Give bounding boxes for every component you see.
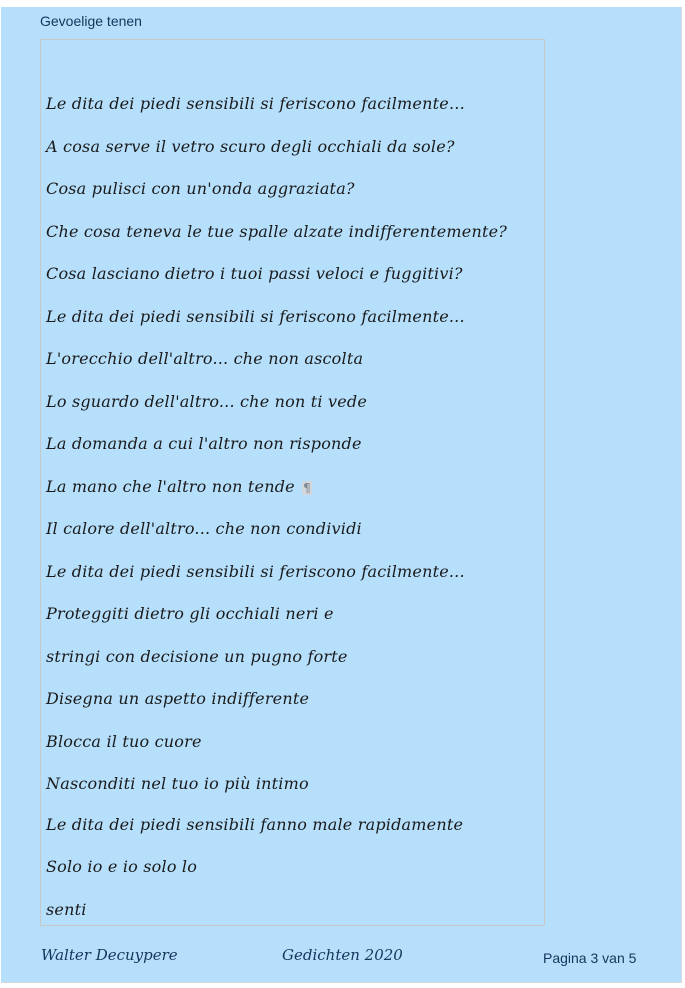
- page-header-title: Gevoelige tenen: [40, 13, 142, 29]
- poem-line: stringi con decisione un pugno forte: [46, 647, 348, 666]
- poem-line: Le dita dei piedi sensibili fanno male rapidamente: [46, 815, 464, 834]
- poem-line: A cosa serve il vetro scuro degli occhiali da sole?: [46, 137, 455, 156]
- document-page: [1, 7, 682, 983]
- poem-line: Il calore dell'altro... che non condividi: [46, 519, 362, 538]
- poem-line: Proteggiti dietro gli occhiali neri e: [46, 604, 334, 623]
- poem-line: Cosa pulisci con un'onda aggraziata?: [46, 179, 355, 198]
- poem-line: Blocca il tuo cuore: [46, 732, 202, 751]
- poem-line-with-paragraph-mark: [46, 477, 312, 496]
- poem-line: Disegna un aspetto indifferente: [46, 689, 310, 708]
- footer-collection: Gedichten 2020: [282, 946, 403, 964]
- poem-line: Le dita dei piedi sensibili si feriscono facilmente...: [46, 307, 465, 326]
- poem-line: Le dita dei piedi sensibili si feriscono facilmente…: [46, 94, 466, 113]
- poem-line: senti: [46, 900, 87, 919]
- footer-author: Walter Decuypere: [41, 946, 178, 964]
- poem-line: Cosa lasciano dietro i tuoi passi veloci e fuggitivi?: [46, 264, 463, 283]
- poem-line-text: La mano che l'altro non tende: [46, 477, 295, 496]
- poem-line: Solo io e io solo lo: [46, 857, 198, 876]
- poem-line: Nasconditi nel tuo io più intimo: [46, 774, 309, 793]
- poem-line: Le dita dei piedi sensibili si feriscono facilmente...: [46, 562, 465, 581]
- poem-line: Che cosa teneva le tue spalle alzate indifferentemente?: [46, 222, 508, 241]
- poem-line: Lo sguardo dell'altro... che non ti vede: [46, 392, 368, 411]
- poem-line: L'orecchio dell'altro... che non ascolta: [46, 349, 364, 368]
- paragraph-mark-icon: ¶: [303, 481, 311, 495]
- poem-line: La domanda a cui l'altro non risponde: [46, 434, 362, 453]
- footer-page-number: Pagina 3 van 5: [543, 950, 637, 966]
